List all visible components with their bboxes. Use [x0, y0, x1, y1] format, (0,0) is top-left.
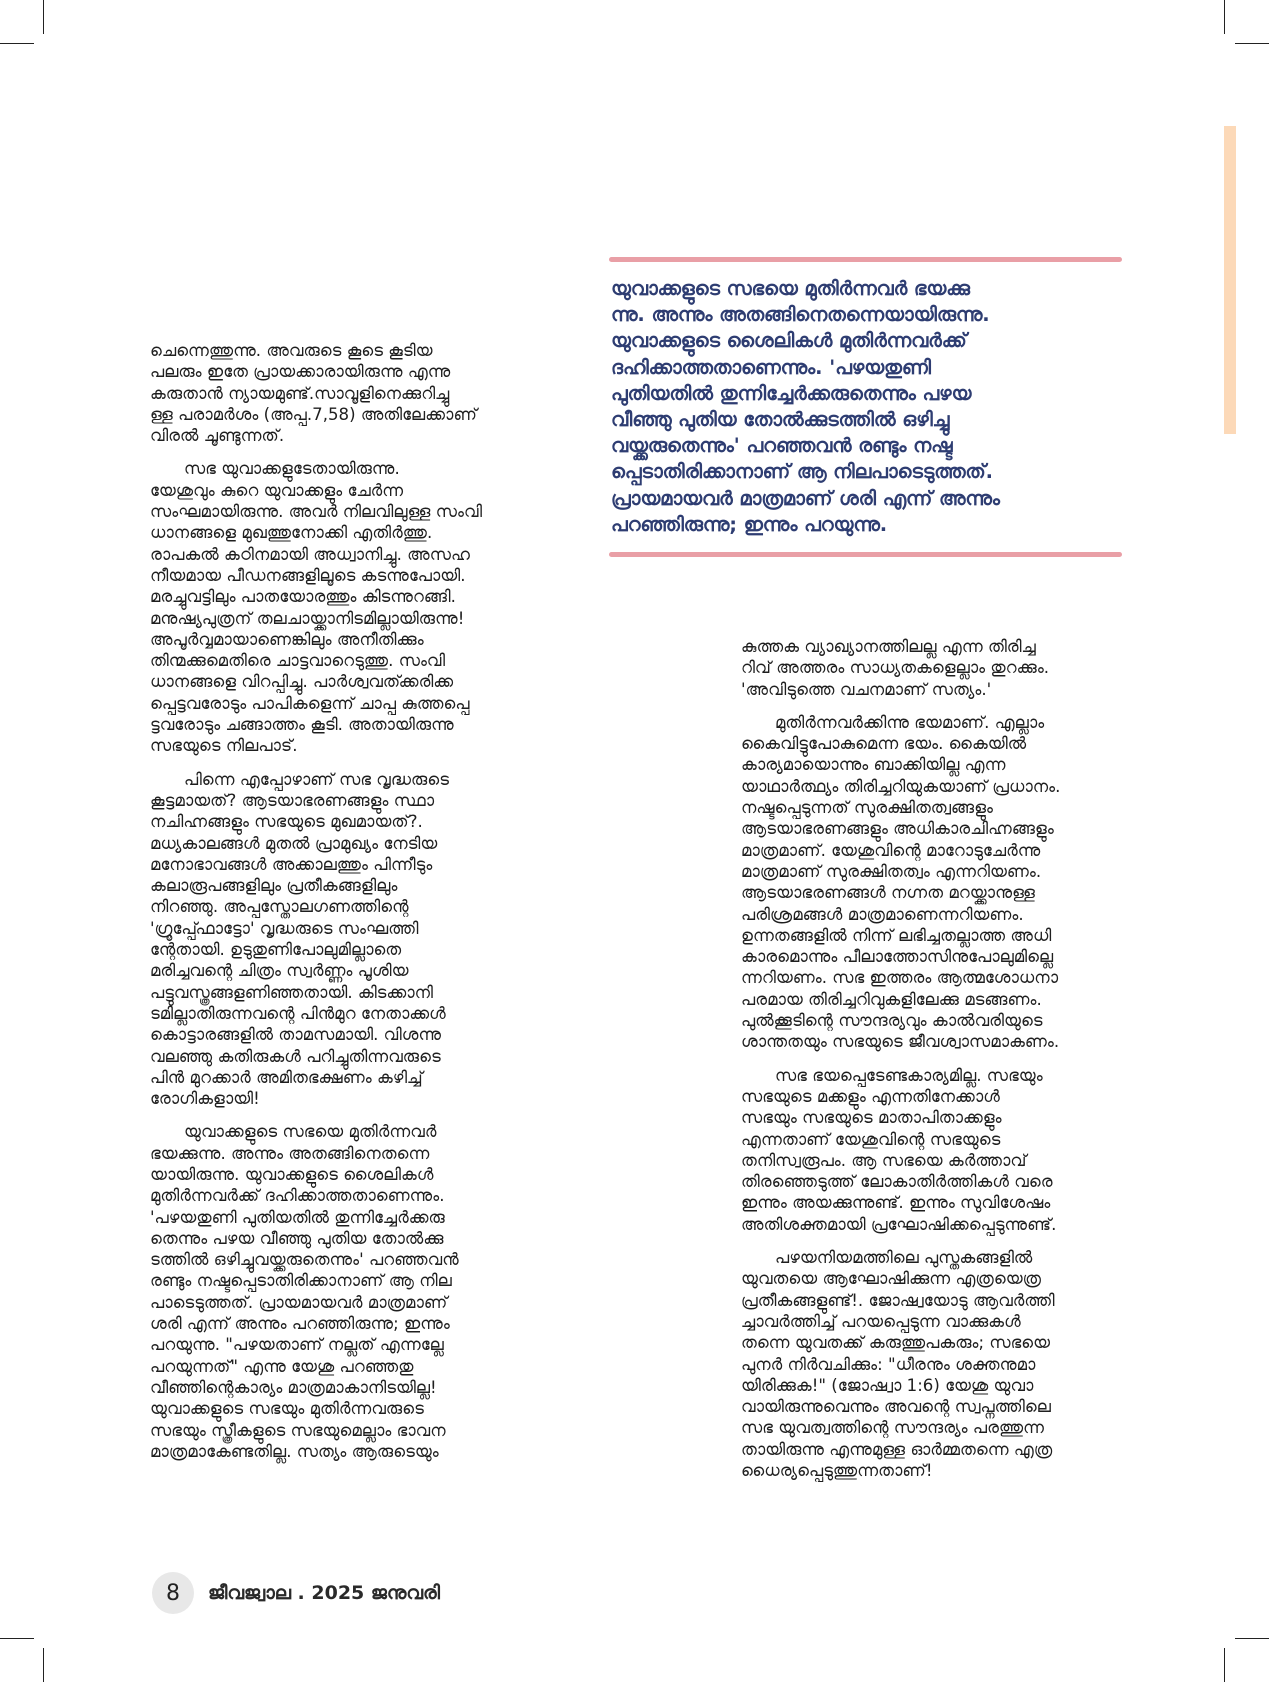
paragraph: സഭ ഭയപ്പെടേണ്ടകാര്യമില്ല. സഭയും സഭയുടെ മക്കളും എന്നതിനേക്കാൾ സഭയും സഭയുടെ മാതാപിതാക്കളും എന്നതാണ് യേശുവിന്റെ സഭയുടെ തനിസ്വരൂപം. ആ സഭയെ കർത്താവ് തിരഞ്ഞെടുത്ത് ലോകാതിർത്തികൾ വരെ ഇന്നും അയക്കുന്നുണ്ട്. ഇന്നും സുവിശേഷം അതിശക്തമായി പ്രഘോഷിക്കപ്പെടുന്നുണ്ട്. [741, 1065, 1057, 1234]
paragraph: കുത്തക വ്യാഖ്യാനത്തിലല്ല എന്ന തിരിച്ച റിവ് അത്തരം സാധ്യതകളെല്ലാം തുറക്കും. 'അവിടുത്തെ വചനമാണ് സത്യം.' [741, 637, 1050, 699]
crop-mark [1224, 0, 1225, 34]
pull-quote-bottom-rule [609, 552, 1122, 557]
crop-mark [1235, 43, 1269, 44]
crop-mark [1235, 1638, 1269, 1639]
paragraph: ചെന്നെത്തുന്നു. അവരുടെ കൂടെ കൂടിയ പലരും ഇതേ പ്രായക്കാരായിരുന്നു എന്നു കരുതാൻ ന്യായമുണ്ട്.സാവൂളിനെക്കുറിച്ചു ള്ള പരാമർശം (അപ്പ.7,58) അതിലേക്കാണ് വിരൽ ചൂണ്ടുന്നത്. [150, 341, 477, 446]
pull-quote [609, 257, 1122, 557]
right-column [741, 636, 1121, 1493]
left-column [150, 340, 535, 1474]
magazine-issue: ജീവജ്വാല . 2025 ജനുവരി [208, 1582, 441, 1604]
side-color-tab [1224, 126, 1236, 434]
paragraph: സഭ യുവാക്കളുടേതായിരുന്നു. യേശുവും കുറെ യുവാക്കളും ചേർന്ന സംഘമായിരുന്നു. അവർ നിലവിലുള്ള സംവി ധാനങ്ങളെ മുഖത്തുനോക്കി എതിർത്തു. രാപകൽ കഠിനമായി അധ്വാനിച്ചു. അസഹ നീയമായ പീഡനങ്ങളിലൂടെ കടന്നുപോയി. മരച്ചുവട്ടിലും പാതയോരത്തും കിടന്നുറങ്ങി. മനുഷ്യപുത്രന് തലചായ്ക്കാനിടമില്ലായിരുന്നു! അപൂർവ്വമായാണെങ്കിലും അനീതിക്കും തിന്മക്കുമെതിരെ ചാട്ടവാറെടുത്തു. സംവി ധാനങ്ങളെ വിറപ്പിച്ചു. പാർശ്വവത്ക്കരിക്ക പ്പെട്ടവരോടും പാപികളെന്ന് ചാപ്പ കുത്തപ്പെ ട്ടവരോടും ചങ്ങാത്തം കൂടി. അതായിരുന്നു സഭയുടെ നിലപാട്. [150, 459, 483, 756]
paragraph: മുതിർന്നവർക്കിന്നു ഭയമാണ്. എല്ലാം കൈവിട്ടുപോകുമെന്ന ഭയം. കൈയിൽ കാര്യമായൊന്നും ബാക്കിയില്ല എന്ന യാഥാർത്ഥ്യം തിരിച്ചറിയുകയാണ് പ്രധാനം. നഷ്ടപ്പെടുന്നത് സുരക്ഷിതത്വങ്ങളും ആടയാഭരണങ്ങളും അധികാരചിഹ്നങ്ങളും മാത്രമാണ്. യേശുവിന്റെ മാറോടുചേർന്നു മാത്രമാണ് സുരക്ഷിതത്വം എന്നറിയണം. ആടയാഭരണങ്ങൾ നഗ്നത മറയ്ക്കാനുള്ള പരിശ്രമങ്ങൾ മാത്രമാണെന്നറിയണം. ഉന്നതങ്ങളിൽ നിന്ന് ലഭിച്ചതല്ലാത്ത അധി കാരമൊന്നും പീലാത്തോസിനുപോലുമില്ലെ ന്നറിയണം. സഭ ഇത്തരം ആത്മശോധനാ പരമായ തിരിച്ചറിവുകളിലേക്കു മടങ്ങണം. പുൽക്കൂടിന്റെ സൗന്ദര്യവും കാൽവരിയുടെ ശാന്തതയും സഭയുടെ ജീവശ്വാസമാകണം. [741, 712, 1061, 1052]
pull-quote-text: യുവാക്കളുടെ സഭയെ മുതിർന്നവർ ഭയക്കു ന്നു. അന്നും അതങ്ങിനെതന്നെയായിരുന്നു. യുവാക്കളുടെ ശൈലികൾ മുതിർന്നവർക്ക് ദഹിക്കാത്തതാണെന്നും. 'പഴയതുണി പുതിയതിൽ തുന്നിച്ചേർക്കരുതെന്നും പഴയ വീഞ്ഞു പുതിയ തോൽക്കുടത്തിൽ ഒഴിച്ചു വയ്ക്കരുതെന്നും' പറഞ്ഞവൻ രണ്ടും നഷ്ട പ്പെടാതിരിക്കാനാണ് ആ നിലപാടെടുത്തത്. പ്രായമായവർ മാത്രമാണ് ശരി എന്ന് അന്നും പറഞ്ഞിരുന്നു; ഇന്നും പറയുന്നു. [611, 277, 1000, 536]
paragraph: പഴയനിയമത്തിലെ പുസ്തകങ്ങളിൽ യുവതയെ ആഘോഷിക്കുന്ന എത്രയെത്ര പ്രതീകങ്ങളുണ്ട്!. ജോഷ്വയോടു ആവർത്തി ച്ചാവർത്തിച്ച് പറയപ്പെടുന്ന വാക്കുകൾ തന്നെ യുവതക്ക് കരുത്തുപകരും; സഭയെ പുനർ നിർവചിക്കും: "ധീരനും ശക്തനുമാ യിരിക്കുക!" (ജോഷ്വാ 1:6) യേശു യുവാ വായിരുന്നുവെന്നും അവന്റെ സ്വപ്നത്തിലെ സഭ യുവത്വത്തിന്റെ സൗന്ദര്യം പരത്തുന്ന തായിരുന്നു എന്നുമുള്ള ഓർമ്മതന്നെ എത്ര ധൈര്യപ്പെടുത്തുന്നതാണ്! [741, 1248, 1055, 1480]
crop-mark [0, 43, 34, 44]
page-number: 8 [152, 1572, 194, 1614]
paragraph: പിന്നെ എപ്പോഴാണ് സഭ വൃദ്ധരുടെ കൂട്ടമായത്? ആടയാഭരണങ്ങളും സ്ഥാ നചിഹ്നങ്ങളും സഭയുടെ മുഖമായത്?. മധ്യകാലങ്ങൾ മുതൽ പ്രാമുഖ്യം നേടിയ മനോഭാവങ്ങൾ അക്കാലത്തും പിന്നീടും കലാരൂപങ്ങളിലും പ്രതീകങ്ങളിലും നിറഞ്ഞു. അപ്പസ്തോലഗണത്തിന്റെ 'ഗ്രൂപ്പ്ഫോട്ടോ' വൃദ്ധരുടെ സംഘത്തി ന്റേതായി. ഉടുതുണിപോലുമില്ലാതെ മരിച്ചവന്റെ ചിത്രം സ്വർണ്ണം പൂശിയ പട്ടുവസ്ത്രങ്ങളണിഞ്ഞതായി. കിടക്കാനി ടമില്ലാതിരുന്നവന്റെ പിൻമുറ നേതാക്കൾ കൊട്ടാരങ്ങളിൽ താമസമായി. വിശന്നു വലഞ്ഞു കതിരുകൾ പറിച്ചുതിന്നവരുടെ പിൻ മുറക്കാർ അമിതഭക്ഷണം കഴിച്ച് രോഗികളായി! [150, 769, 449, 1109]
crop-mark [43, 1648, 44, 1682]
crop-mark [0, 1638, 34, 1639]
page-footer [152, 1571, 440, 1615]
crop-mark [43, 0, 44, 34]
paragraph: യുവാക്കളുടെ സഭയെ മുതിർന്നവർ ഭയക്കുന്നു. അന്നും അതങ്ങിനെതന്നെ യായിരുന്നു. യുവാക്കളുടെ ശൈലികൾ മുതിർന്നവർക്ക് ദഹിക്കാത്തതാണെന്നും. 'പഴയതുണി പുതിയതിൽ തുന്നിച്ചേർക്കരു തെന്നും പഴയ വീഞ്ഞു പുതിയ തോൽക്കു ടത്തിൽ ഒഴിച്ചുവയ്ക്കരുതെന്നും' പറഞ്ഞവൻ രണ്ടും നഷ്ടപ്പെടാതിരിക്കാനാണ് ആ നില പാടെടുത്തത്. പ്രായമായവർ മാത്രമാണ് ശരി എന്ന് അന്നും പറഞ്ഞിരുന്നു; ഇന്നും പറയുന്നു. "പഴയതാണ് നല്ലത് എന്നല്ലേ പറയുന്നത്" എന്നു യേശു പറഞ്ഞതു വീഞ്ഞിന്റെകാര്യം മാത്രമാകാനിടയില്ല! യുവാക്കളുടെ സഭയും മുതിർന്നവരുടെ സഭയും സ്ത്രീകളുടെ സഭയുമെല്ലാം ഭാവന മാത്രമാകേണ്ടതില്ല. സത്യം ആരുടെയും [150, 1122, 459, 1461]
pull-quote-top-rule [609, 257, 1122, 262]
crop-mark [1224, 1648, 1225, 1682]
